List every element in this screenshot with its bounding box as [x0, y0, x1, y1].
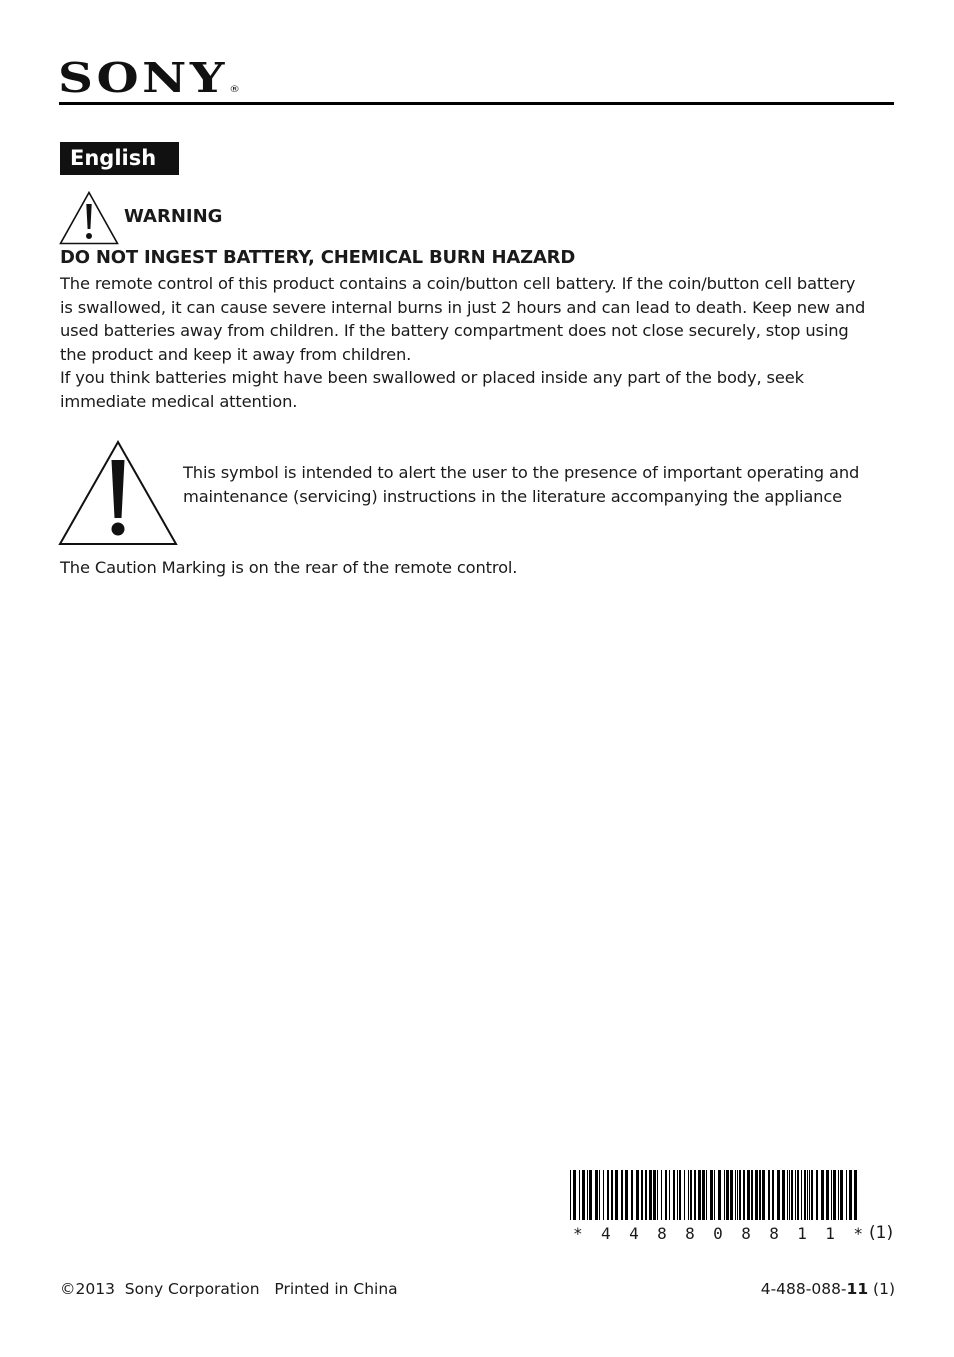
barcode-digit: 1 [825, 1224, 835, 1243]
barcode-bar [782, 1170, 785, 1220]
barcode-bar [759, 1170, 761, 1220]
barcode-bar [706, 1170, 707, 1220]
brand-name: SONY [58, 54, 229, 102]
barcode-bar [702, 1170, 705, 1220]
barcode-bar [726, 1170, 729, 1220]
barcode-bar [710, 1170, 713, 1220]
barcode-digit: * [573, 1224, 583, 1243]
barcode-bar [804, 1170, 806, 1220]
part-number-suffix: (1) [868, 1280, 895, 1298]
barcode-digit: 0 [713, 1224, 723, 1243]
barcode-bar [743, 1170, 745, 1220]
barcode-bar [821, 1170, 824, 1220]
barcode-bar [603, 1170, 604, 1220]
barcode-bar [730, 1170, 733, 1220]
barcode-digit: 8 [657, 1224, 667, 1243]
barcode-bar [694, 1170, 696, 1220]
barcode-bar [807, 1170, 808, 1220]
barcode-bar [607, 1170, 609, 1220]
barcode-bar [579, 1170, 580, 1220]
barcode-bar [645, 1170, 647, 1220]
barcode-digit: 8 [741, 1224, 751, 1243]
barcode-bar [755, 1170, 758, 1220]
barcode-bar [791, 1170, 793, 1220]
barcode-bar [621, 1170, 623, 1220]
barcode-bar [636, 1170, 639, 1220]
barcode-bar [714, 1170, 715, 1220]
barcode-bar [751, 1170, 753, 1220]
barcode-digit: 8 [769, 1224, 779, 1243]
barcode-bar [809, 1170, 810, 1220]
barcode-bar [625, 1170, 628, 1220]
barcode-bar [849, 1170, 852, 1220]
barcode-bar [840, 1170, 843, 1220]
part-number-prefix: 4-488-088- [760, 1280, 847, 1298]
barcode-bar [739, 1170, 741, 1220]
barcode-bar [789, 1170, 790, 1220]
barcode-bar [777, 1170, 780, 1220]
registered-mark: ® [229, 85, 240, 95]
barcode-bar [570, 1170, 571, 1220]
barcode-bar [826, 1170, 829, 1220]
barcode-bar [762, 1170, 765, 1220]
barcode-bar [816, 1170, 818, 1220]
barcode-bar [631, 1170, 633, 1220]
barcode-bar [677, 1170, 678, 1220]
barcode-bar [679, 1170, 681, 1220]
barcode-bar [838, 1170, 839, 1220]
barcode-bar [599, 1170, 600, 1220]
barcode-bar [833, 1170, 836, 1220]
barcode-bar [797, 1170, 799, 1220]
barcode-bar [611, 1170, 613, 1220]
warning-paragraph: If you think batteries might have been swallowed or placed inside any part of the body, seek immediate medical attention. [60, 368, 804, 411]
barcode-bar [669, 1170, 670, 1220]
exclamation-triangle-icon [58, 440, 178, 546]
barcode-suffix: (1) [869, 1223, 894, 1243]
warning-title: WARNING [124, 206, 223, 227]
barcode-digit: 4 [601, 1224, 611, 1243]
barcode-bar [811, 1170, 813, 1220]
barcode-digit: 8 [685, 1224, 695, 1243]
barcode-bar [587, 1170, 588, 1220]
header-rule [59, 102, 894, 105]
barcode-bar [831, 1170, 832, 1220]
barcode-bar [718, 1170, 721, 1220]
barcode-bar [653, 1170, 656, 1220]
part-number-revision: 11 [846, 1280, 869, 1298]
barcode-bar [595, 1170, 598, 1220]
caution-note: The Caution Marking is on the rear of the remote control. [60, 558, 518, 577]
barcode-bar [641, 1170, 643, 1220]
barcode-digit: 4 [629, 1224, 639, 1243]
language-tab: English [60, 142, 179, 175]
barcode-bar [772, 1170, 774, 1220]
hazard-title: DO NOT INGEST BATTERY, CHEMICAL BURN HAZARD [60, 247, 576, 268]
barcode [570, 1170, 862, 1220]
barcode-bar [589, 1170, 592, 1220]
barcode-bar [768, 1170, 770, 1220]
barcode-bar [657, 1170, 658, 1220]
barcode-bar [846, 1170, 847, 1220]
barcode-digit: 1 [797, 1224, 807, 1243]
barcode-bar [690, 1170, 692, 1220]
barcode-bar [735, 1170, 736, 1220]
barcode-digits [573, 1224, 863, 1244]
barcode-bar [787, 1170, 788, 1220]
barcode-bar [573, 1170, 576, 1220]
barcode-bar [724, 1170, 725, 1220]
symbol-notice-text: This symbol is intended to alert the user to the presence of important operating and maintenance (servicing) instructions in the literature accompanying the appliance [183, 463, 860, 506]
barcode-bar [737, 1170, 738, 1220]
barcode-bar [615, 1170, 618, 1220]
part-number [761, 1278, 895, 1300]
barcode-bar [661, 1170, 662, 1220]
copyright-line: ©2013 Sony Corporation Printed in China [60, 1280, 398, 1298]
barcode-bar [582, 1170, 585, 1220]
barcode-digit: * [853, 1224, 863, 1243]
barcode-bar [747, 1170, 750, 1220]
warning-triangle-icon [59, 191, 119, 245]
barcode-bar [854, 1170, 857, 1220]
barcode-bar [684, 1170, 685, 1220]
barcode-bar [801, 1170, 802, 1220]
barcode-bar [649, 1170, 652, 1220]
warning-paragraph: The remote control of this product contains a coin/button cell battery. If the coin/button cell battery is swallowed, it can cause severe internal burns in just 2 hours and can lead to death. Keep new and used batteries away from children. If the battery compartment does not close securely, stop using the product and keep it away from children. [60, 274, 866, 364]
barcode-bar [698, 1170, 701, 1220]
barcode-bar [665, 1170, 667, 1220]
warning-body [60, 272, 870, 414]
barcode-bar [795, 1170, 796, 1220]
barcode-bar [673, 1170, 675, 1220]
barcode-bar [688, 1170, 689, 1220]
